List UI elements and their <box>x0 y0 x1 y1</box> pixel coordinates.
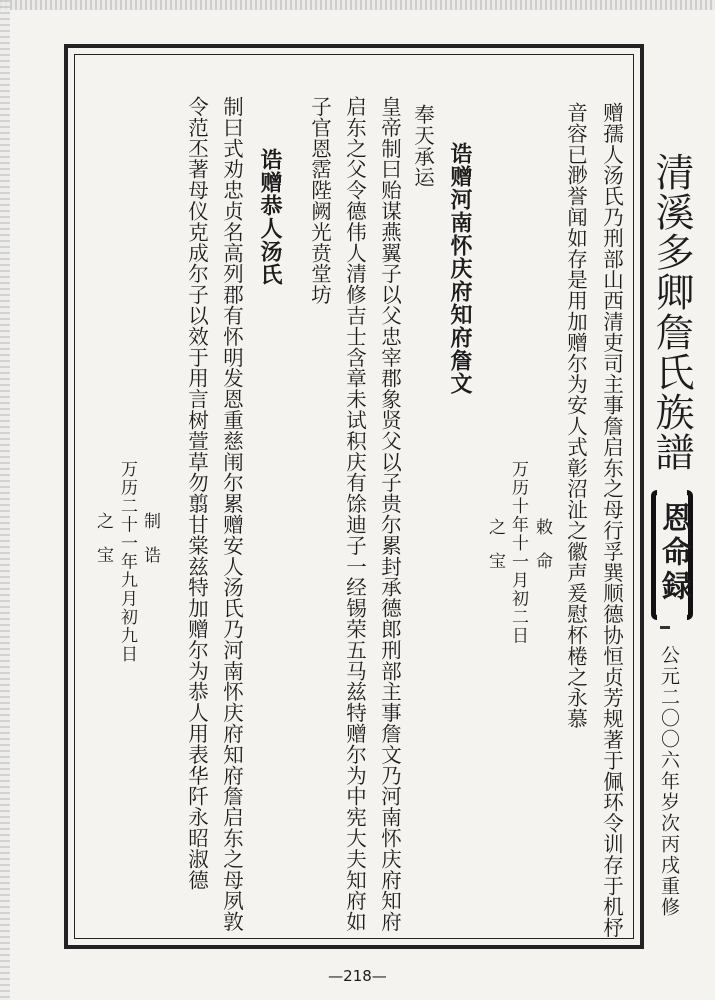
decree3-line1: 制曰式劝忠贞名高列郡有怀明发恩重慈闱尔累赠安人汤氏乃河南怀庆府知府詹启东之母夙敦 <box>219 96 244 932</box>
decree3-seal-b: 宝 <box>93 546 113 563</box>
book-title: 清溪多卿詹氏族譜 <box>649 152 694 472</box>
decree3-stamp-top: 制 <box>140 512 160 529</box>
page-edge-left <box>0 0 10 1000</box>
decree3-stamp-bottom: 诰 <box>140 546 160 563</box>
decree1-line2: 音容已渺誉闻如存是用加赠尔为安人式彰沼沚之徽声爰慰杯棬之永慕 <box>563 102 588 729</box>
page-edge-top <box>0 0 715 10</box>
page-number: —218— <box>328 967 387 985</box>
decree2-opening: 奉天承运 <box>410 104 435 188</box>
section-title: 恩命録 <box>656 502 691 604</box>
decree2-heading: 诰赠河南怀庆府知府詹文 <box>447 142 473 395</box>
side-divider <box>660 626 670 629</box>
revision-year: 公元二〇〇六年岁次丙戌重修 <box>658 645 680 918</box>
decree1-line1: 赠孺人汤氏乃刑部山西清吏司主事詹启东之母行孚巽顺德协恒贞芳规著于佩环令训存于机杼 <box>599 102 624 938</box>
decree1-stamp-top: 敕 <box>532 518 552 535</box>
decree2-line3: 子官恩霑陛阙光贲堂坊 <box>307 96 332 305</box>
decree3-date: 万历二十一年九月初九日 <box>117 460 137 664</box>
decree1-seal-a: 之 <box>485 518 505 535</box>
decree3-seal-a: 之 <box>93 512 113 529</box>
decree1-date: 万历十年十一月初二日 <box>508 460 528 645</box>
decree2-line1: 皇帝制曰贻谋燕翼子以父忠宰郡象贤父以子贵尔累封承德郎刑部主事詹文乃河南怀庆府知府 <box>377 96 402 932</box>
decree1-stamp-bottom: 命 <box>532 552 552 569</box>
decree2-line2: 启东之父令德伟人清修吉士含章未试积庆有馀迪子一经锡荣五马兹特赠尔为中宪大夫知府如 <box>342 96 367 932</box>
decree3-heading: 诰赠恭人汤氏 <box>257 148 283 286</box>
decree3-line2: 令范丕著母仪克成尔子以效于用言树萱草勿翦甘棠兹特加赠尔为恭人用表华阡永昭淑德 <box>184 96 209 891</box>
decree1-seal-b: 宝 <box>485 552 505 569</box>
